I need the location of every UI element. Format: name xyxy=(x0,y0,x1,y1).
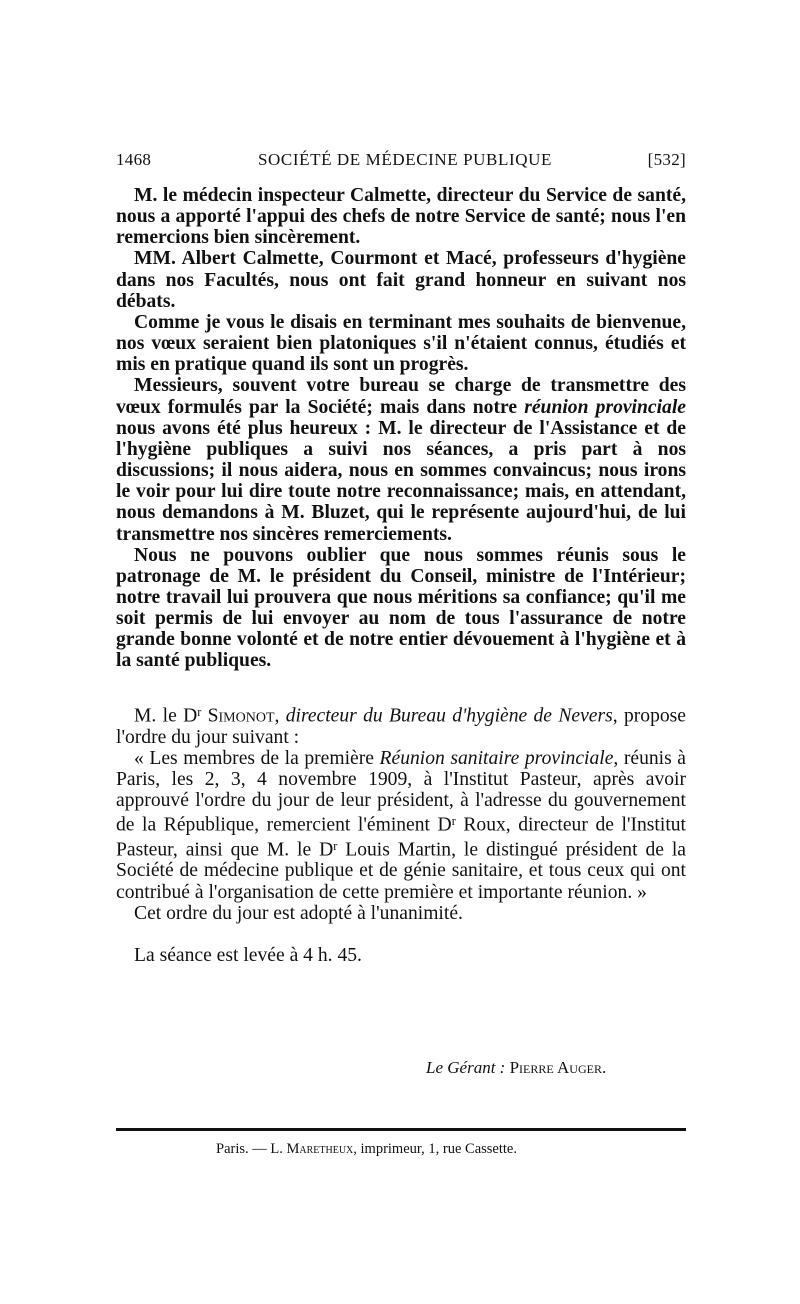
paragraph-calmette: M. le médecin inspecteur Calmette, directeur du Service de santé, nous a apporté l'appui des chefs de notre Service de santé; nous l'en remercions bien sincèrement. xyxy=(116,185,686,249)
paragraph-wishes: Comme je vous le disais en terminant mes souhaits de bienvenue, nos vœux seraient bien platoniques s'il n'étaient connus, étudiés et mis en pratique quand ils sont un progrès. xyxy=(116,311,686,376)
running-title: SOCIÉTÉ DE MÉDECINE PUBLIQUE xyxy=(258,150,552,169)
printer-name: Maretheux xyxy=(286,1141,354,1157)
superscript: r xyxy=(451,814,456,829)
footer-rule xyxy=(116,1128,686,1131)
text-run: Roux, directeur de l'Institut Pasteur, ainsi que M. le D xyxy=(116,814,687,861)
paragraph-adopted: Cet ordre du jour est adopté à l'unanimité. xyxy=(134,902,463,924)
gerant-name: Pierre Auger. xyxy=(509,1058,607,1077)
text-run: Messieurs, souvent votre bureau se charge de transmettre des vœux formulés par la Société; mais dans notre xyxy=(116,375,686,418)
superscript: r xyxy=(197,705,202,719)
printer-line xyxy=(216,1141,517,1158)
paragraph-simonot xyxy=(116,702,686,748)
italic-text: Réunion sanitaire provinciale xyxy=(379,747,614,769)
page-header xyxy=(116,150,686,174)
text-run: M. le D xyxy=(134,705,198,727)
person-name: Simonot xyxy=(201,705,275,727)
page-reference: [532] xyxy=(647,150,686,169)
text-run: nous avons été plus heureux : M. le directeur de l'Assistance et de l'hygiène publiques a suivi nos séances, a pris part à nos discussions; il nous aidera, nous en sommes convaincus; nous irons le voir pour lui dire toute notre reconnaissance; mais, en attendant, nous demandons à M. Bluzet, qui le représente aujourd'hui, de lui transmettre nos sincères remerciements. xyxy=(116,417,686,545)
resolution-block xyxy=(116,702,686,966)
italic-text: , directeur du Bureau d'hygiène de Nevers xyxy=(274,705,613,727)
italic-text: réunion provinciale xyxy=(524,396,686,418)
superscript: r xyxy=(333,838,338,853)
text-run: , imprimeur, 1, rue Cassette. xyxy=(353,1141,517,1157)
paragraph-patronage: Nous ne pouvons oublier que nous sommes réunis sous le patronage de M. le président du Conseil, ministre de l'Intérieur; notre travail lui prouvera que nous méritions sa confiance; qu'il me soit permis de lui envoyer au nom de tous l'assurance de notre grande bonne volonté et de notre entier dévouement à l'hygiène et à la santé publiques. xyxy=(116,544,686,672)
text-run: Paris. — L. xyxy=(216,1141,287,1157)
text-run: , réunis à Paris, les 2, 3, 4 novembre 1909, à l'Institut Pasteur, après avoir approuvé l'ordre du jour de leur président, à l'adresse du gouvernement de la République, remercient l'éminent D xyxy=(116,747,687,836)
paragraph-closing: La séance est levée à 4 h. 45. xyxy=(134,944,362,966)
spacer xyxy=(116,924,686,945)
text-run: , propose l'ordre du jour suivant : xyxy=(116,705,686,748)
page-number: 1468 xyxy=(116,150,152,169)
paragraph-quote xyxy=(116,748,686,903)
paragraph-professors: MM. Albert Calmette, Courmont et Macé, professeurs d'hygiène dans nos Facultés, nous ont fait grand honneur en suivant nos débats. xyxy=(116,248,686,312)
gerant-signature xyxy=(426,1058,606,1078)
paragraph-bureau xyxy=(116,375,686,544)
text-run: Louis Martin, le distingué président de la Société de médecine publique et de génie sanitaire, et tous ceux qui ont contribué à l'organisation de cette première et importante réunion. » xyxy=(116,839,686,903)
gerant-label: Le Gérant : xyxy=(426,1058,506,1077)
speech-block xyxy=(116,185,686,672)
text-run: « Les membres de la première xyxy=(134,747,380,769)
